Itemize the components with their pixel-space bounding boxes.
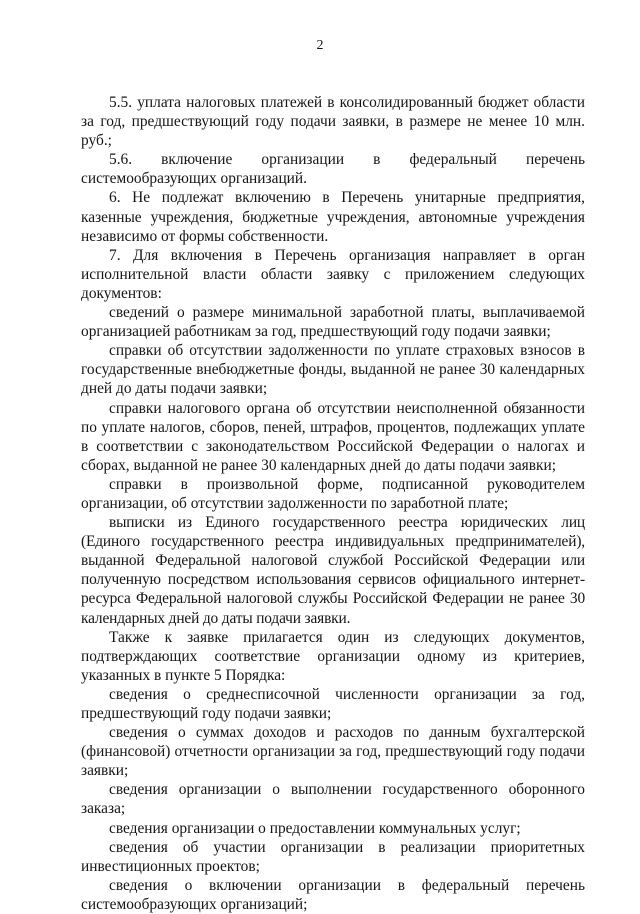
list-item-tax-certificate: справки налогового органа об отсутствии неисполненной обязанности по уплате налогов, сборов, пеней, штрафов, процентов, подлежащих уплате в соответствии с законодательством Российской Федерации о налогах и сборах, выданной не ранее 30 календарных дней до даты подачи заявки; [81, 399, 585, 474]
paragraph-5-5: 5.5. уплата налоговых платежей в консолидированный бюджет области за год, предшествующий году подачи заявки, в размере не менее 10 млн. руб.; [81, 94, 585, 150]
list-item-investment-projects: сведения об участии организации в реализации приоритетных инвестиционных проектов; [81, 838, 585, 875]
document-body [81, 93, 585, 914]
list-item-income-expenses: сведения о суммах доходов и расходов по данным бухгалтерской (финансовой) отчетности организации за год, предшествующий году подачи заявки; [81, 724, 585, 780]
list-item-systemic-list: сведения о включении организации в федеральный перечень системообразующих организаций; [81, 876, 585, 913]
list-item-headcount: сведения о среднесписочной численности организации за год, предшествующий году подачи заявки; [81, 685, 585, 722]
page-number: 2 [316, 38, 324, 53]
list-item-defense-order: сведения организации о выполнении государственного оборонного заказа; [81, 781, 585, 818]
list-item-utility-services: сведения организации о предоставлении коммунальных услуг; [109, 819, 521, 837]
list-item-wage-info: сведений о размере минимальной заработной платы, выплачиваемой организацией работникам за год, предшествующий году подачи заявки; [81, 304, 585, 341]
list-item-registry-extract: выписки из Единого государственного реестра юридических лиц (Единого государственного реестра индивидуальных предпринимателей), выданной Федеральной налоговой службой Российской Федерации или полученную посредством использования сервисов официального интернет-ресурса Федеральной налоговой службы Российской Федерации не ранее 30 календарных дней до даты подачи заявки. [81, 514, 585, 627]
paragraph-6: 6. Не подлежат включению в Перечень унитарные предприятия, казенные учреждения, бюджетные учреждения, автономные учреждения независимо от формы собственности. [81, 189, 585, 245]
list-item-salary-debt-certificate: справки в произвольной форме, подписанной руководителем организации, об отсутствии задолженности по заработной плате; [81, 475, 585, 512]
paragraph-7: 7. Для включения в Перечень организация направляет в орган исполнительной власти области заявку с приложением следующих документов: [81, 246, 585, 302]
list-item-insurance-certificate: справки об отсутствии задолженности по уплате страховых взносов в государственные внебюджетные фонды, выданной не ранее 30 календарных дней до даты подачи заявки; [81, 342, 585, 398]
paragraph-5-6: 5.6. включение организации в федеральный перечень системообразующих организаций. [81, 151, 585, 188]
paragraph-additional-documents: Также к заявке прилагается один из следующих документов, подтверждающих соответствие организации одному из критериев, указанных в пункте 5 Порядка: [81, 628, 585, 684]
